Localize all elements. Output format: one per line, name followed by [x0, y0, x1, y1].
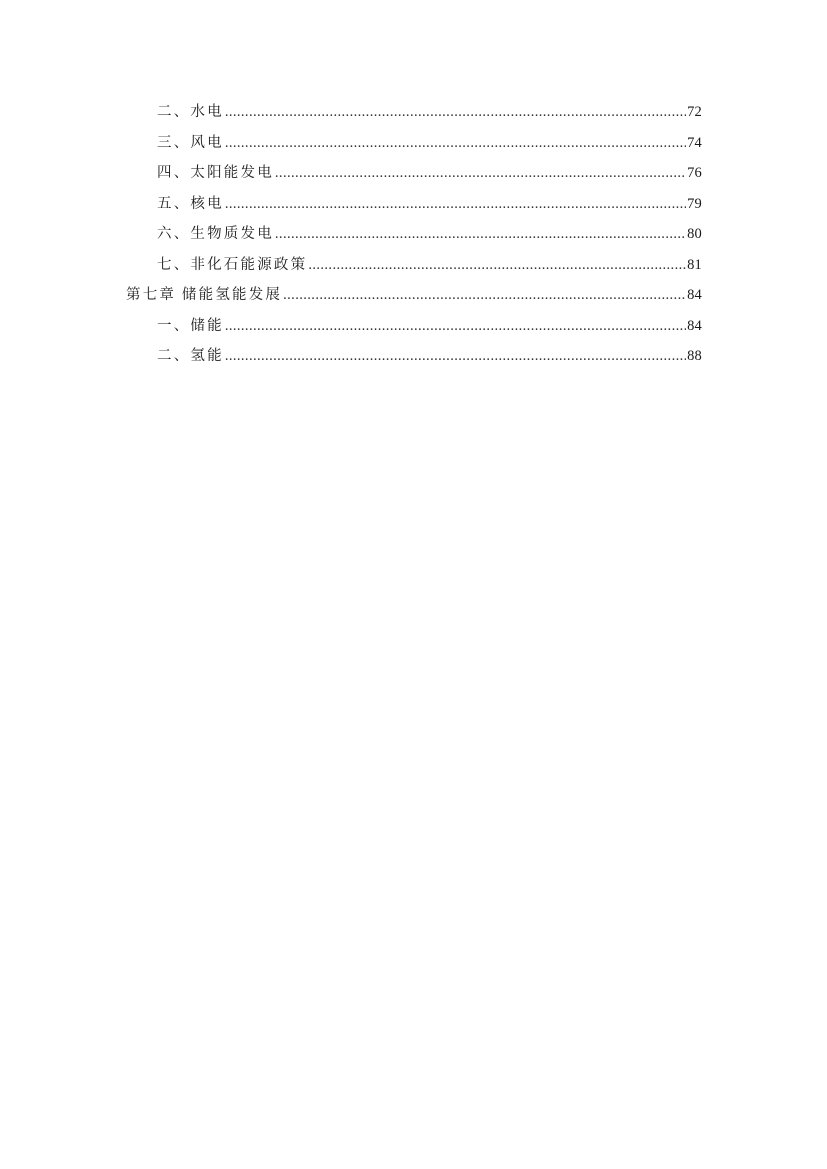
toc-page-number: 79 — [687, 195, 702, 212]
toc-dot-leader — [283, 280, 686, 311]
toc-page-number: 80 — [687, 226, 702, 242]
toc-entry[interactable] — [126, 250, 702, 281]
toc-dot-leader — [275, 219, 686, 250]
toc-entry-title: 二、氢能 — [157, 348, 224, 364]
toc-entry[interactable] — [126, 219, 702, 250]
toc-entry[interactable] — [126, 189, 702, 220]
toc-entry[interactable] — [126, 311, 702, 342]
toc-dot-leader — [308, 250, 686, 281]
toc-entry-title: 四、太阳能发电 — [157, 165, 274, 181]
toc-page-number: 74 — [687, 134, 702, 151]
toc-page-number: 84 — [687, 287, 702, 303]
toc-entry-title: 五、核电 — [157, 195, 224, 212]
toc-entry-title: 六、生物质发电 — [157, 226, 274, 242]
toc-entry[interactable] — [126, 128, 702, 159]
toc-entry-title: 七、非化石能源政策 — [157, 256, 308, 273]
toc-entry[interactable] — [126, 158, 702, 189]
toc-chapter-entry[interactable] — [126, 280, 702, 311]
toc-entry-title: 一、储能 — [157, 317, 224, 334]
table-of-contents — [126, 97, 702, 372]
toc-dot-leader — [275, 158, 686, 189]
toc-entry-title: 三、风电 — [157, 134, 224, 151]
toc-entry-title: 二、水电 — [157, 104, 224, 120]
toc-dot-leader — [225, 341, 686, 372]
toc-page-number: 72 — [687, 104, 702, 120]
toc-entry[interactable] — [126, 97, 702, 128]
toc-page-number: 84 — [687, 317, 702, 334]
toc-page-number: 76 — [687, 165, 702, 181]
toc-page-number: 81 — [687, 256, 702, 273]
toc-dot-leader — [225, 128, 686, 159]
toc-entry[interactable] — [126, 341, 702, 372]
toc-page-number: 88 — [687, 348, 702, 364]
toc-dot-leader — [225, 189, 686, 220]
toc-dot-leader — [225, 311, 686, 342]
toc-dot-leader — [225, 97, 686, 128]
toc-entry-title: 第七章 储能氢能发展 — [126, 287, 283, 303]
